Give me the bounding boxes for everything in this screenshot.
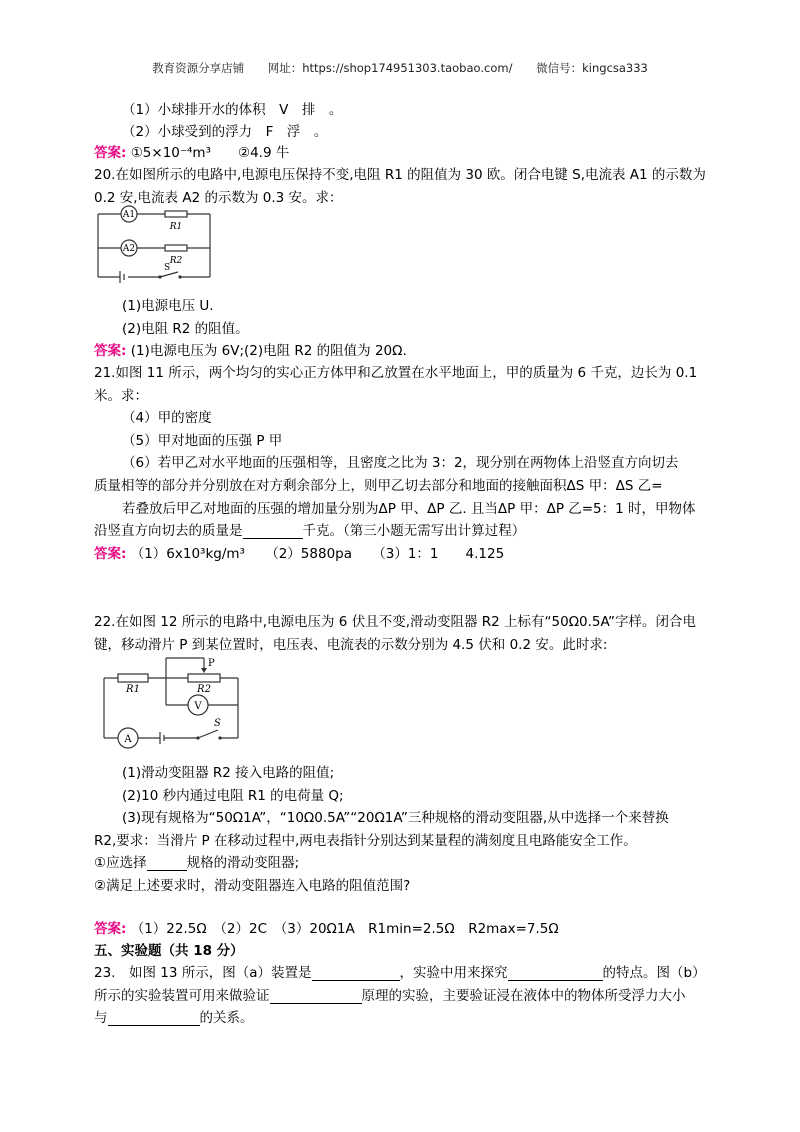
answer-text: ①5×10⁻⁴m³ ②4.9 牛: [130, 145, 290, 161]
q22-sub3c: [94, 851, 299, 871]
r1-resistor: [118, 674, 148, 682]
label-r2: R2: [197, 684, 211, 695]
q22-sub3c-post: 规格的滑动变阻器;: [186, 855, 300, 871]
answer-blank[interactable]: [508, 966, 603, 981]
answer-blank[interactable]: [270, 989, 362, 1004]
q20-line2: 0.2 安,电流表 A2 的示数为 0.3 安。求：: [94, 190, 343, 206]
header-shop: 教育资源分享店铺: [152, 61, 245, 75]
q23-line2: [94, 984, 686, 1004]
q23-line1: [94, 961, 706, 981]
q22-circuit-diagram: [96, 650, 246, 750]
q20-sub1: (1)电源电压 U.: [122, 298, 214, 314]
q23-l1b: ，实验中用来探究: [399, 965, 508, 981]
label-a1: A1: [122, 210, 136, 220]
q21-sub4: （4）甲的密度: [122, 410, 212, 426]
answer-label: 答案:: [94, 546, 127, 562]
q23-l2a: 所示的实验装置可用来做验证: [94, 988, 270, 1004]
q19-answer: [94, 141, 289, 161]
q19-line1: （1）小球排开水的体积 V 排 。: [122, 102, 343, 118]
q23-line3: [94, 1006, 254, 1026]
q21-sub6d-post: 千克。（第三小题无需写出计算过程）: [302, 523, 526, 539]
label-a2: A2: [122, 244, 136, 254]
q22-line2: 键，移动滑片 P 到某位置时，电压表、电流表的示数分别为 4.5 伏和 0.2 安。此时求:: [94, 637, 608, 653]
answer-text: (1)电源电压为 6V;(2)电阻 R2 的阻值为 20Ω.: [130, 343, 407, 359]
answer-label: 答案:: [94, 343, 127, 359]
q21-sub6c: 若叠放后甲乙对地面的压强的增加量分别为ΔP 甲、ΔP 乙. 且当ΔP 甲：ΔP 乙=5：1 时，甲物体: [122, 501, 696, 517]
header-wechat: 微信号：kingcsa333: [536, 61, 648, 75]
answer-text: （1）6x10³kg/m³ （2）5880pa （3）1：1 4.125: [130, 546, 505, 562]
q23-l3a: 与: [94, 1010, 108, 1026]
q23-l2b: 原理的实验，主要验证浸在液体中的物体所受浮力大小: [361, 988, 686, 1004]
switch-s: [198, 730, 218, 738]
answer-blank[interactable]: [243, 524, 303, 539]
label-r1: R1: [126, 684, 140, 695]
q19-line2: （2）小球受到的浮力 F 浮 。: [122, 124, 328, 140]
label-v: V: [194, 701, 202, 712]
q21-sub6d: [94, 519, 525, 539]
q21-answer: [94, 542, 504, 562]
r1-resistor: [165, 211, 187, 217]
q21-sub6b: 质量相等的部分并分别放在对方剩余部分上，则甲乙切去部分和地面的接触面积ΔS 甲：ΔS 乙=: [94, 478, 663, 494]
q21-sub6d-pre: 沿竖直方向切去的质量是: [94, 523, 243, 539]
label-r2: R2: [169, 256, 183, 266]
q20-line1: 20.在如图所示的电路中,电源电压保持不变,电阻 R1 的阻值为 30 欧。闭合电键 S,电流表 A1 的示数为: [94, 167, 706, 183]
q21-line2: 米。求：: [94, 388, 148, 404]
q22-sub3d: ②满足上述要求时，滑动变阻器连入电路的阻值范围?: [94, 878, 411, 894]
q22-sub3a: (3)现有规格为“50Ω1A”，“10Ω0.5A”“20Ω1A”三种规格的滑动变阻器,从中选择一个来替换: [122, 810, 669, 826]
q21-sub5: （5）甲对地面的压强 P 甲: [122, 433, 283, 449]
r2-resistor: [165, 245, 187, 251]
header-url[interactable]: 网址：https://shop174951303.taobao.com/: [267, 61, 513, 75]
answer-label: 答案:: [94, 921, 127, 937]
r2-slider-resistor: [188, 674, 220, 682]
q20-answer: [94, 339, 407, 359]
section-title: 五、实验题（共 18 分）: [94, 943, 244, 959]
q22-sub3c-pre: ①应选择: [94, 855, 147, 871]
q22-answer: [94, 917, 559, 937]
q20-circuit-diagram: [90, 202, 220, 284]
q23-l1a: 23. 如图 13 所示，图（a）装置是: [94, 965, 312, 981]
q22-sub3b: R2,要求：当滑片 P 在移动过程中,两电表指针分别达到某量程的满刻度且电路能安全工作。: [94, 833, 637, 849]
page-header: [0, 60, 800, 76]
q21-line1: 21.如图 11 所示，两个均匀的实心正方体甲和乙放置在水平地面上，甲的质量为 6 千克，边长为 0.1: [94, 365, 698, 381]
label-s: S: [214, 718, 221, 729]
label-p: P: [208, 658, 215, 669]
answer-blank[interactable]: [147, 856, 187, 871]
answer-blank[interactable]: [108, 1011, 200, 1026]
q23-l3b: 的关系。: [199, 1010, 254, 1026]
q22-sub2: (2)10 秒内通过电阻 R1 的电荷量 Q;: [122, 788, 344, 804]
answer-label: 答案:: [94, 145, 127, 161]
q20-sub2: (2)电阻 R2 的阻值。: [122, 321, 249, 337]
label-r1: R1: [169, 222, 183, 232]
q22-line1: 22.在如图 12 所示的电路中,电源电压为 6 伏且不变,滑动变阻器 R2 上标有“50Ω0.5A”字样。闭合电: [94, 614, 697, 630]
label-s: S: [164, 263, 171, 273]
q23-l1c: 的特点。图（b）: [602, 965, 706, 981]
answer-text: （1）22.5Ω （2）2C （3）20Ω1A R1min=2.5Ω R2max=7.5Ω: [130, 921, 559, 937]
q22-sub1: (1)滑动变阻器 R2 接入电路的阻值;: [122, 765, 335, 781]
answer-blank[interactable]: [312, 966, 400, 981]
label-a: A: [124, 734, 132, 745]
q21-sub6a: （6）若甲乙对水平地面的压强相等，且密度之比为 3：2，现分别在两物体上沿竖直方向切去: [122, 455, 679, 471]
